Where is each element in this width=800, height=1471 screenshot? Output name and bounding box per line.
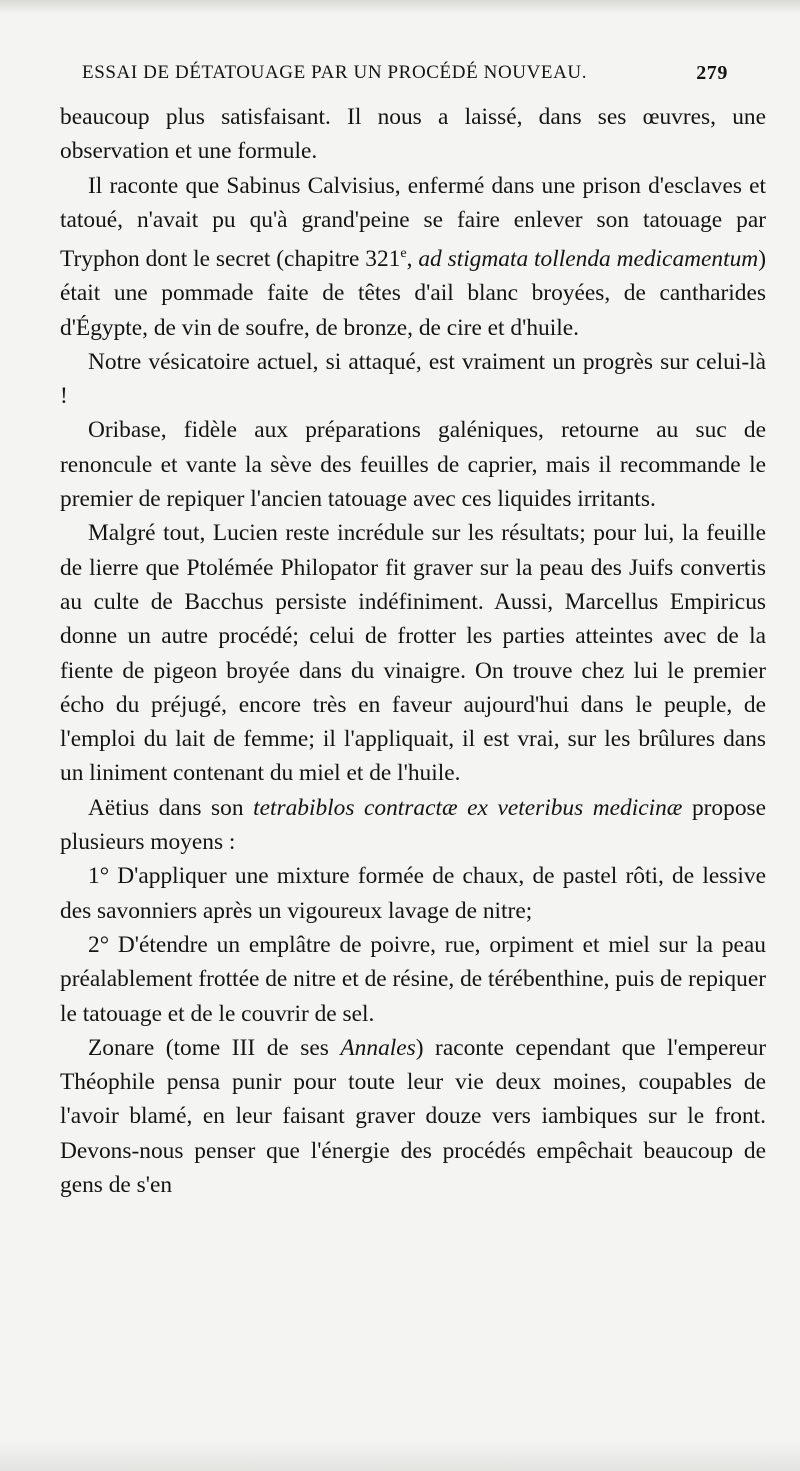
paragraph [60, 1031, 766, 1202]
text-run: 2° D'étendre un emplâtre de poivre, rue, orpiment et miel sur la peau préalablement frottée de nitre et de résine, de térébenthine, puis de repiquer le tatouage et de le couvrir de sel. [60, 931, 766, 1027]
italic-text: Annales [340, 1034, 416, 1061]
paragraph [60, 928, 766, 1031]
text-run: beaucoup plus satisfaisant. Il nous a laissé, dans ses œuvres, une observation et une formule. [60, 104, 766, 165]
page-number: 279 [696, 62, 728, 84]
running-header [82, 60, 728, 90]
italic-text: tetrabiblos contractæ ex veteribus medicinæ [253, 794, 683, 821]
paragraph [60, 516, 766, 790]
paragraph [60, 791, 766, 860]
page-scan-edge-top [0, 0, 800, 14]
text-run: Oribase, fidèle aux préparations galéniques, retourne au suc de renoncule et vante la sève des feuilles de caprier, mais il recommande le premier de repiquer l'ancien tatouage avec ces liquides irritants. [60, 417, 766, 513]
italic-text: ad stigmata tollenda medicamentum [418, 245, 759, 272]
paragraph [60, 169, 766, 345]
page-scan-edge-bottom [0, 1441, 800, 1471]
running-title: ESSAI DE DÉTATOUAGE PAR UN PROCÉDÉ NOUVEAU. [82, 62, 588, 83]
text-run: Notre vésicatoire actuel, si attaqué, est vraiment un progrès sur celui-là ! [60, 348, 766, 410]
text-run: ) était une pommade faite de têtes d'ail blanc broyées, de cantharides d'Égypte, de vin de soufre, de bronze, de cire et d'huile. [60, 245, 766, 341]
body-text [60, 100, 766, 1202]
text-run: Zonare (tome III de ses [88, 1034, 341, 1061]
paragraph [60, 100, 766, 169]
paragraph [60, 345, 766, 414]
superscript-text: e [400, 246, 407, 262]
paragraph [60, 413, 766, 516]
text-run: , [406, 245, 419, 272]
text-run: 1° D'appliquer une mixture formée de chaux, de pastel rôti, de lessive des savonniers après un vigoureux lavage de nitre; [60, 863, 766, 924]
paragraph [60, 859, 766, 928]
text-run: Malgré tout, Lucien reste incrédule sur les résultats; pour lui, la feuille de lierre que Ptolémée Philopator fit graver sur la peau des Juifs convertis au culte de Bacchus persiste indéfiniment. Aussi, Marcellus Empiricus donne un autre procédé; celui de frotter les parties atteintes avec de la fiente de pigeon broyée dans du vinaigre. On trouve chez lui le premier écho du préjugé, encore très en faveur aujourd'hui dans le peuple, de l'emploi du lait de femme; il l'appliquait, il est vrai, sur les brûlures dans un liniment contenant du miel et de l'huile. [60, 520, 766, 787]
text-run: Aëtius dans son [88, 794, 254, 821]
text-run: propose plusieurs moyens : [60, 794, 767, 856]
text-run: ) raconte cependant que l'empereur Théophile pensa punir pour toute leur vie deux moines, coupables de l'avoir blamé, en leur faisant graver douze vers iambiques sur le front. Devons-nous penser que l'énergie des procédés empêchait beaucoup de gens de s'en [60, 1034, 767, 1198]
text-run: Il raconte que Sabinus Calvisius, enfermé dans une prison d'esclaves et tatoué, n'avait pu qu'à grand'peine se faire enlever son tatouage par Tryphon dont le secret (chapitre 321 [60, 172, 766, 272]
